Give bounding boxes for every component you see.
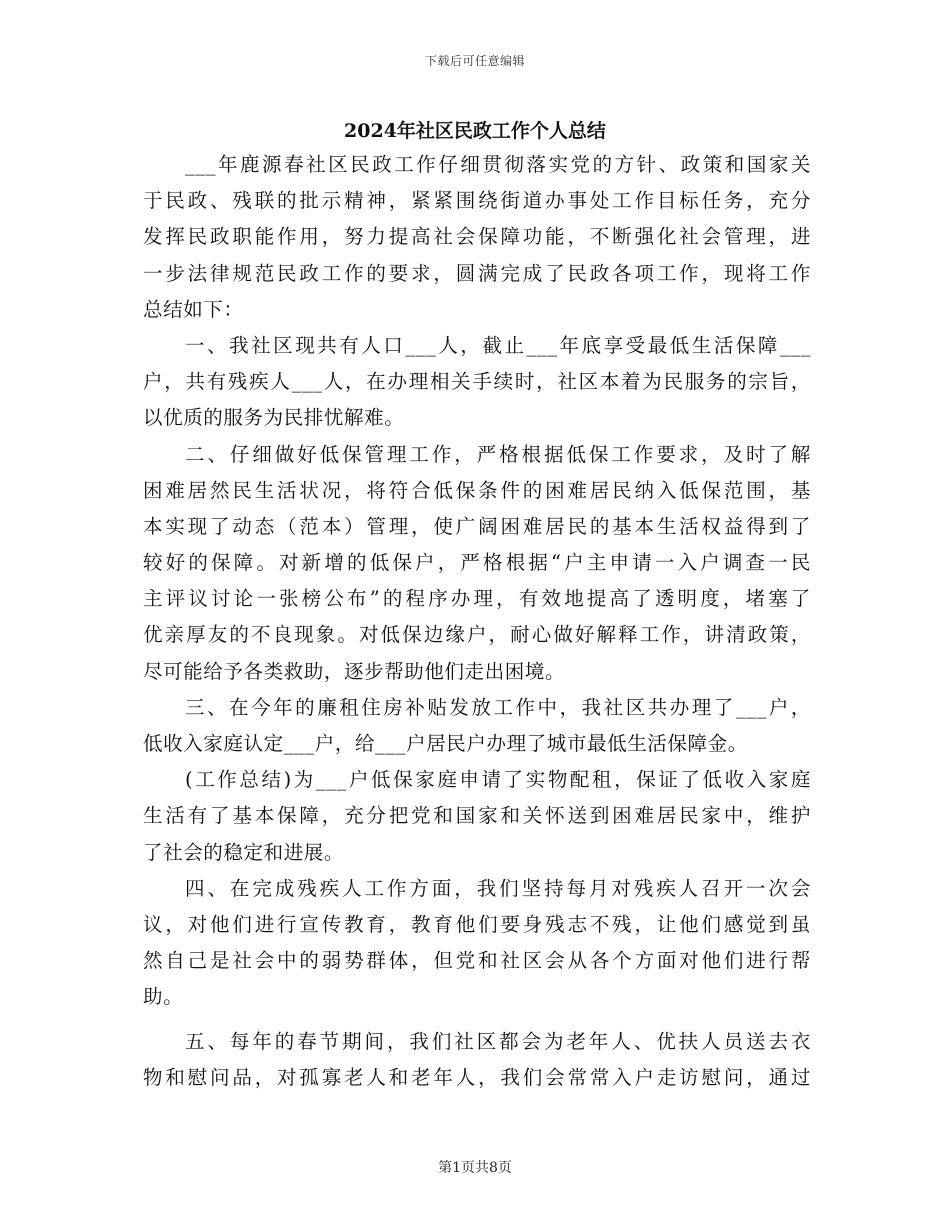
paragraph-line: 户，共有残疾人___人，在办理相关手续时，社区本着为民服务的宗旨， bbox=[143, 370, 811, 394]
paragraph-line: 本实现了动态（范本）管理，使广阔困难居民的基本生活权益得到了 bbox=[143, 514, 811, 538]
paragraph-line: 一、我社区现共有人口___人，截止___年底享受最低生活保障___ bbox=[185, 333, 811, 357]
page-header-note: 下载后可任意编辑 bbox=[424, 54, 525, 68]
paragraph-line: 助。 bbox=[143, 985, 184, 1009]
paragraph-line: 四、在完成残疾人工作方面，我们坚持每月对残疾人召开一次会 bbox=[185, 876, 811, 900]
paragraph-line: 低收入家庭认定___户，给___户居民户办理了城市最低生活保障金。 bbox=[143, 732, 748, 755]
paragraph-line: ___年鹿源春社区民政工作仔细贯彻落实党的方针、政策和国家关 bbox=[185, 153, 811, 176]
paragraph-line: 生活有了基本保障，充分把党和国家和关怀送到困难居民家中，维护 bbox=[143, 804, 811, 828]
paragraph-line: 尽可能给予各类救助，逐步帮助他们走出困境。 bbox=[143, 659, 566, 683]
paragraph-line: 以优质的服务为民排忧解难。 bbox=[143, 406, 405, 430]
paragraph-line: 二、仔细做好低保管理工作，严格根据低保工作要求，及时了解 bbox=[185, 442, 811, 466]
document-body bbox=[143, 147, 811, 1096]
paragraph-line: 一步法律规范民政工作的要求，圆满完成了民政各项工作，现将工作 bbox=[143, 261, 811, 285]
paragraph-line: 发挥民政职能作用，努力提高社会保障功能，不断强化社会管理，进 bbox=[143, 225, 811, 249]
paragraph-line: 五、每年的春节期间，我们社区都会为老年人、优扶人员送去衣 bbox=[185, 1029, 811, 1053]
paragraph-line: 三、在今年的廉租住房补贴发放工作中，我社区共办理了___户， bbox=[185, 695, 811, 719]
paragraph-line: 议，对他们进行宣传教育，教育他们要身残志不残，让他们感觉到虽 bbox=[143, 912, 811, 936]
paragraph-line: 于民政、残联的批示精神，紧紧围绕街道办事处工作目标任务，充分 bbox=[143, 189, 811, 213]
paragraph-spacer bbox=[143, 1016, 811, 1024]
paragraph-line: (工作总结)为___户低保家庭申请了实物配租，保证了低收入家庭 bbox=[185, 768, 811, 792]
paragraph-line: 了社会的稳定和进展。 bbox=[143, 840, 345, 864]
document-title: 2024年社区民政工作个人总结 bbox=[344, 120, 606, 142]
paragraph-line: 较好的保障。对新增的低保户，严格根据“户主申请一入户调查一民 bbox=[143, 551, 811, 575]
paragraph-line: 优亲厚友的不良现象。对低保边缘户，耐心做好解释工作，讲清政策， bbox=[143, 623, 811, 647]
paragraph-line: 总结如下： bbox=[143, 297, 244, 321]
paragraph-line: 物和慰问品，对孤寡老人和老年人，我们会常常入户走访慰问，通过 bbox=[143, 1065, 811, 1089]
paragraph-line: 然自己是社会中的弱势群体，但党和社区会从各个方面对他们进行帮 bbox=[143, 949, 811, 973]
paragraph-line: 主评议讨论一张榜公布”的程序办理，有效地提高了透明度，堵塞了 bbox=[143, 587, 811, 611]
paragraph-line: 困难居然民生活状况，将符合低保条件的困难居民纳入低保范围，基 bbox=[143, 478, 811, 502]
page-number: 第1页共8页 bbox=[438, 1160, 512, 1176]
